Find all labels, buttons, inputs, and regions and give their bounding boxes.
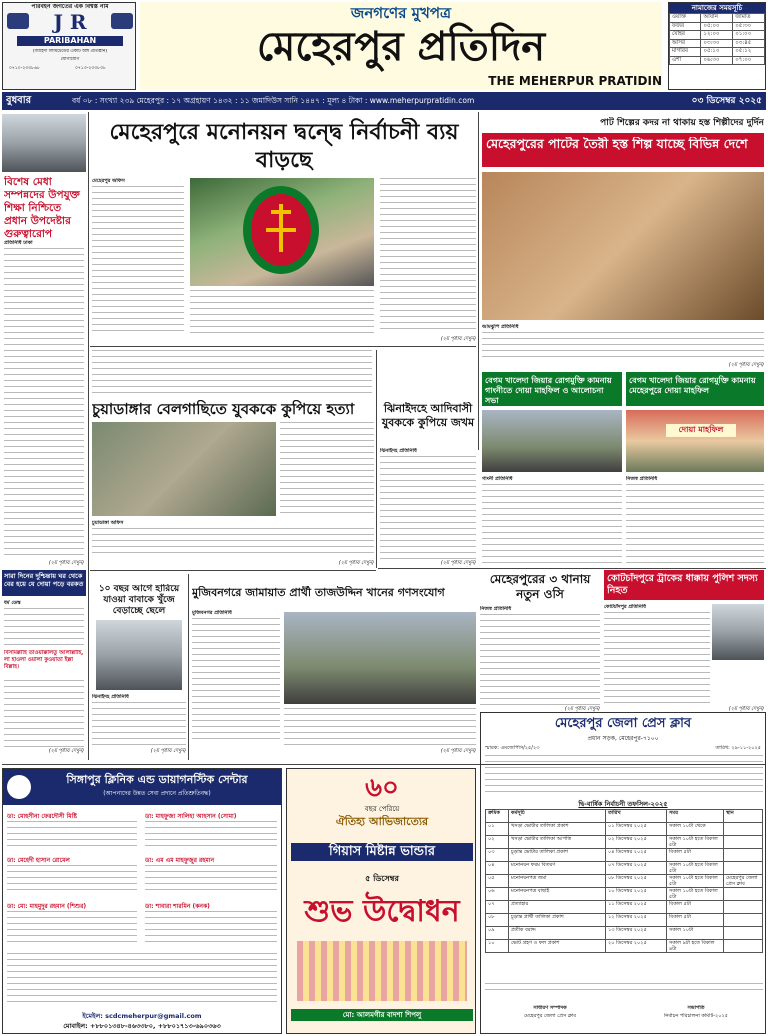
prayer-cell: ০৭:০০ [733,56,765,65]
press-club-table-wrap [485,809,763,979]
table-cell: ০৪ ডিসেম্বর ২০২৫ [606,849,667,862]
lead-byline: মেহেরপুর অফিস [92,178,125,184]
oc-body [480,614,600,706]
left-byline: প্রতিনিধি ঢাকা [4,240,33,246]
press-club-intro [485,755,763,795]
masthead [140,2,662,90]
clinic-doctor-info [145,911,277,945]
clinic-title: সিঙ্গাপুর ক্লিনিক এন্ড ডায়াগনস্টিক সেন্টার [66,773,248,786]
table-row [486,836,763,849]
mujibnagar-cont: (২য় পৃষ্ঠায় দেখুন) [440,748,476,754]
press-club-date: তারিখ: ২৯-১১-২০২৫ [715,745,761,751]
prayer-title: নামাজের সময়সূচি [669,3,765,13]
prayer-header: ওয়াক্ত [670,14,701,23]
sweets-open: শুভ উদ্বোধন [304,894,460,929]
table-cell [724,901,763,914]
table-header: স্থান [724,810,763,823]
left-story2-quote: বিসমিল্লাহি তাওয়াক্কালতু আলাল্লাহি, লা হাওলা ওয়ালা কুওয়াতা ইল্লা বিল্লাহ। [4,650,84,670]
table-cell [724,823,763,836]
jhenaidah-cont: (২য় পৃষ্ঠায় দেখুন) [440,560,476,566]
prayer-cell: ০৩:৩০ [701,39,733,48]
table-row [486,888,763,901]
table-cell: সকাল ১০টা হতে বিকাল ৫টা [667,888,724,901]
table-cell: ০৮ ডিসেম্বর ২০২৫ [606,875,667,888]
masthead-tagline: জনগণের মুখপত্র [350,4,452,22]
press-club-sign2-org: নির্বাচন পরিচালনা কমিটি-২০২৫ [663,1013,729,1019]
left-headline: বিশেষ মেধা সম্পন্নদের উপযুক্ত শিক্ষা নিশ্চিতে প্রধান উপদেষ্টার গুরুত্বারোপ [4,176,80,240]
prayer-cell: ফজর [670,22,701,31]
press-club-table-title: দ্বি-বার্ষিক নির্বাচনী তফসিল-২০২৫ [578,800,668,808]
ad-brand: J R [53,11,87,33]
khaleda1-headline: বেগম খালেদা জিয়ার রোগমুক্তি কামনায় গাংনীতে দোয়া মাহফিল ও আলোচনা সভা [485,375,612,405]
table-cell: ০২ [486,836,509,849]
table-cell: খসড়া ভোটার তালিকা আপত্তি [509,836,606,849]
clinic-doctor-info [7,865,137,891]
dateline: বর্ষ ০৮ : সংখ্যা ২৩৯ মেহেরপুর : ১৭ অগ্রহায়ণ ১৪৩২ : ১১ জমাদিউস সানি ১৪৪৭ : মূল্য ৪ টাকা : www.meherpurpratidin.com [72,96,475,105]
table-cell: মেহেরপুর জেলা প্রেস ক্লাব [724,875,763,888]
table-cell [724,849,763,862]
table-cell: প্রত্যাহার [509,901,606,914]
jute-body [482,332,764,362]
ad-line2: (জাহিদা লিমিটেডের একটি অঙ্গ প্রতিষ্ঠান) [32,49,108,54]
lead-cont: (২য় পৃষ্ঠায় দেখুন) [440,336,476,342]
table-row [486,914,763,927]
clinic-ad[interactable] [2,768,282,1034]
clinic-doctor-info [7,911,137,945]
jute-photo [482,172,764,320]
bus-icon-left [7,13,29,29]
clinic-doctor: ডা: মেহেদী হাসান রোমেল [7,857,70,864]
sweets-owner: মো: আলমগীর বাদশা শিপলু [291,1009,473,1021]
kotchandpur-byline: কোটচাঁদপুর প্রতিনিধি [604,604,646,610]
khaleda1-headline-box [482,372,622,406]
party-logo-icon [240,182,322,278]
table-row [486,927,763,940]
press-club-table [485,809,763,953]
chuadanga-byline: চুয়াডাঙ্গা অফিস [92,520,124,526]
mujibnagar-body-col1 [192,618,280,742]
clinic-doctor-info [7,821,137,847]
table-cell: ০৯ [486,927,509,940]
table-cell: ০২ ডিসেম্বর ২০২৫ [606,836,667,849]
table-cell: ২০ ডিসেম্বর ২০২৫ [606,940,667,953]
left-story2-body2 [4,680,84,748]
sweets-ad[interactable] [286,768,476,1034]
divider [90,570,376,571]
oc-headline: মেহেরপুরের ৩ থানায় নতুন ওসি [489,572,591,601]
table-cell: সকাল ১০টা হতে বিকাল ৫টা [667,862,724,875]
table-cell: ০৭ [486,901,509,914]
divider [478,112,479,450]
sweets-years-text: বছর পেরিয়ে [364,805,400,813]
kotchandpur-cont: (২য় পৃষ্ঠায় দেখুন) [728,706,764,712]
left-story2-cont: (২য় পৃষ্ঠায় দেখুন) [48,748,84,754]
chuadanga-body [92,528,374,558]
table-cell: সকাল ১০টা হতে বিকাল ৫টা [667,875,724,888]
ad-line1: পরিবহন জগতের এক বিশ্বস্ত নাম [31,4,109,10]
lead-body-col2 [380,178,476,334]
mujibnagar-headline: মুজিবনগরে জামায়াত প্রার্থী তাজউদ্দিন খানের গণসংযোগ [192,586,445,599]
missing-headline: ১০ বছর আগে হারিয়ে যাওয়া বাবাকে খুঁজে বেড়াচ্ছে ছেলে [98,584,180,616]
khaleda2-headline: বেগম খালেদা জিয়ার রোগমুক্তি কামনায় মেহেরপুরে দোয়া মাহফিল [629,375,756,395]
kotchandpur-headline-box [604,570,764,600]
prayer-cell: ০১:০০ [733,31,765,40]
table-cell: বিকাল ৫টা [667,914,724,927]
clinic-doctor: ডা: মোহসীনা ফেরদৌসী মিষ্টি [7,813,77,820]
left-story2-body [4,608,84,648]
table-cell: ০৩ [486,849,509,862]
khaleda2-headline-box [626,372,764,406]
khaleda2-photo [626,410,764,472]
prayer-cell: ০৫:৩০ [733,22,765,31]
table-header: ক্রমিক [486,810,509,823]
clinic-logo-icon [7,775,31,799]
ad-brand2: PARIBAHAN [17,36,123,46]
sweets-date: ৫ ডিসেম্বর [365,874,399,883]
table-cell: ০১ ডিসেম্বর ২০২৫ [606,823,667,836]
prayer-header: জামাত [733,14,765,23]
table-cell: বিকাল ৫টা [667,901,724,914]
table-cell [724,914,763,927]
press-club-ref: স্মারক: এমজেপিসি/২৫/২৩ [485,745,540,751]
jute-headline: মেহেরপুরের পাটের তৈরী হস্ত শিল্প যাচ্ছে বিভিন্ন দেশে [486,137,748,151]
prayer-box [668,2,766,90]
masthead-title-en: THE MEHERPUR PRATIDIN [488,74,662,88]
bus-icon-right [111,13,133,29]
table-cell: ১১ ডিসেম্বর ২০২৫ [606,901,667,914]
press-club-notice [480,712,766,1034]
lead-headline: মেহেরপুরে মনোনয়ন দ্বন্দ্বে নির্বাচনী ব্যয় বাড়ছে [109,119,459,173]
table-cell: ১০ [486,940,509,953]
left-body [4,248,84,558]
table-row [486,823,763,836]
clinic-services [7,953,277,1007]
table-cell [724,940,763,953]
table-cell: খসড়া ভোটার তালিকা প্রকাশ [509,823,606,836]
ad-phone1: ০৭১০-২৩৩৮৬৮ [9,66,40,71]
prayer-cell: আসর [670,39,701,48]
chuadanga-headline: চুয়াডাঙ্গার বেলগাছিতে যুবককে কুপিয়ে হত্যা [92,400,355,418]
left-story2-title-box [2,570,86,596]
table-cell [724,862,763,875]
khaleda1-body [482,484,622,564]
clinic-doctor: ডা: মাহফুজা সালিহা আহসান (সোমা) [145,813,237,820]
jute-cont: (২য় পৃষ্ঠায় দেখুন) [728,362,764,368]
table-cell: ০৪ [486,862,509,875]
table-cell: ১০ ডিসেম্বর ২০২৫ [606,888,667,901]
table-cell: মনোনয়নপত্র বাছাই [509,888,606,901]
sweets-heritage: ঐতিহ্য আভিজাত্যের [335,815,429,828]
divider [90,346,476,347]
jhenaidah-byline: ঝিনাইদহ প্রতিনিধি [380,448,417,454]
khaleda1-photo [482,410,622,472]
prayer-cell: ১২:০০ [701,31,733,40]
jute-kicker: পাট শিল্পের কদর না থাকায় হস্ত শিল্পীদের দুর্দিন [600,118,764,128]
divider [88,112,89,760]
missing-photo [96,620,182,690]
mujibnagar-body-col2 [284,708,476,748]
table-row [486,862,763,875]
jhenaidah-body [380,456,476,560]
prayer-header: আযান [701,14,733,23]
mujibnagar-photo [284,612,476,704]
left-cont: (২য় পৃষ্ঠায় দেখুন) [48,560,84,566]
masthead-title: মেহেরপুর প্রতিদিন [256,23,546,70]
table-cell: প্রতীক বরাদ্দ [509,927,606,940]
chuadanga-photo [92,422,276,516]
table-header: তারিখ [606,810,667,823]
prayer-cell: ০৫:১২ [733,48,765,57]
table-cell: চূড়ান্ত ভোটার তালিকা প্রকাশ [509,849,606,862]
divider [188,574,189,760]
prayer-cell: ০৬:৩০ [701,56,733,65]
press-club-sign1-org: মেহেরপুর জেলা প্রেস ক্লাব [524,1013,576,1019]
table-cell: ০৮ [486,914,509,927]
table-cell: মনোনয়ন ফরম বিতরণ [509,862,606,875]
table-cell [724,927,763,940]
prayer-cell: ০৫:০০ [701,22,733,31]
oc-byline: নিজস্ব প্রতিনিধি [480,606,512,612]
oc-cont: (২য় পৃষ্ঠায় দেখুন) [564,706,600,712]
table-cell: সকাল ১০টা হতে বিকাল ৫টা [667,836,724,849]
kotchandpur-photo [712,604,764,660]
table-cell: ভোট গ্রহণ ও ফল প্রকাশ [509,940,606,953]
table-row [486,875,763,888]
ad-phone2: ০৭১৩-২৩৩৮৩৮ [75,66,106,71]
left-story2-byline: ধর্ম ডেস্ক [4,600,21,606]
press-club-address: প্রধান সড়ক, মেহেরপুর-৭১০০ [587,735,659,742]
divider [376,350,377,568]
clinic-doctor: ডা: এম এম মাহফুজুর রহমান [145,857,215,864]
date-right: ০৩ ডিসেম্বর ২০২৫ [691,96,762,106]
sweets-decoration [297,941,467,1001]
prayer-table [669,13,765,65]
table-cell: চূড়ান্ত প্রার্থী তালিকা প্রকাশ [509,914,606,927]
prayer-cell: মাগরিব [670,48,701,57]
clinic-doctor: ডা: শাবারা শারমিন (কনক) [145,903,210,910]
chief-adviser-photo [2,114,86,172]
khaleda1-byline: গাংনী প্রতিনিধি [482,476,513,482]
sweets-shop: গিয়াস মিষ্টান্ন ভান্ডার [291,843,473,861]
jute-headline-box [482,133,764,167]
missing-cont: (২য় পৃষ্ঠায় দেখুন) [150,748,186,754]
kotchandpur-headline: কোটচাঁদপুরে ট্রাকের ধাক্কায় পুলিশ সদস্য নিহত [607,573,758,596]
table-row [486,940,763,953]
clinic-sub: (আপনাদের উন্নত সেবা প্রদানে প্রতিশ্রুতিবদ্ধ) [103,790,211,797]
clinic-header [3,769,281,805]
clinic-email[interactable]: ইমেইল: scdcmeherpur@gmail.com [82,1012,202,1020]
chuadanga-top-body [92,350,372,396]
table-cell: সকাল ১০টা থেকে [667,823,724,836]
clinic-doctor-info [145,865,277,891]
table-cell: সকাল ১০টা [667,927,724,940]
chuadanga-body-side [280,422,374,516]
table-row [486,849,763,862]
lead-body-col3 [190,290,374,336]
jhenaidah-headline: ঝিনাইদহে আদিবাসী যুবককে কুপিয়ে জখম [381,402,475,429]
table-header: সময় [667,810,724,823]
ad-line3: যোগাযোগ [60,57,80,62]
party-logo [240,182,322,278]
left-story2-title: সারা দিনের দুশ্চিন্তায় ঘর থেকে বের হয়ে যে দোয়া পড়ে বরকত [4,572,84,588]
khaleda2-banner: দোয়া মাহফিল [666,424,736,437]
jute-byline: আমঝুপি প্রতিনিধি [482,324,519,330]
clinic-phone[interactable]: মোবাইল: +৮৮০১৩৪৮-৪৬৩৩৮০, +৮৮০১৭১৩-৬৯০৩৬৩ [63,1022,221,1030]
divider [378,568,766,569]
table-cell: ০৭ ডিসেম্বর ২০২৫ [606,862,667,875]
table-row [486,901,763,914]
table-cell [724,888,763,901]
table-cell: ১৩ ডিসেম্বর ২০২৫ [606,927,667,940]
table-cell: ০৬ [486,888,509,901]
clinic-doctor: ডা: মো: মাহমুদুর রহমান (শিশুর) [7,903,87,910]
day: বুধবার [6,95,32,106]
press-club-sign1-name: সাধারণ সম্পাদক [533,1005,567,1011]
mujibnagar-byline: মুজিবনগর প্রতিনিধি [192,610,232,616]
press-club-title: মেহেরপুর জেলা প্রেস ক্লাব [554,716,692,731]
table-cell: ০৫ [486,875,509,888]
prayer-cell: ০৩:৪৫ [733,39,765,48]
ad-top-left[interactable] [2,2,136,90]
table-cell [724,836,763,849]
table-cell: ০১ [486,823,509,836]
dateline-bar [2,92,766,110]
prayer-cell: এশা [670,56,701,65]
table-cell: ১২ ডিসেম্বর ২০২৫ [606,914,667,927]
prayer-cell: যোহর [670,31,701,40]
table-header: কর্মসূচি [509,810,606,823]
clinic-doctor-info [145,821,277,847]
lead-body-col1 [92,186,184,334]
missing-byline: ঝিনাইদহ প্রতিনিধি [92,694,129,700]
press-club-note [485,983,763,993]
press-club-sign2-name: সভাপতি [687,1005,705,1011]
chuadanga-cont: (২য় পৃষ্ঠায় দেখুন) [338,560,374,566]
prayer-cell: ০৫:১০ [701,48,733,57]
khaleda2-byline: নিজস্ব প্রতিনিধি [626,476,658,482]
table-cell: মনোনয়নপত্র জমা [509,875,606,888]
kotchandpur-body [604,612,710,706]
table-cell: বিকাল ৫টা [667,849,724,862]
missing-body [92,702,186,746]
sweets-years: ৬০ [365,773,399,803]
khaleda2-body [626,484,764,564]
table-cell: সকাল ৯টা হতে বিকাল ৪টা [667,940,724,953]
